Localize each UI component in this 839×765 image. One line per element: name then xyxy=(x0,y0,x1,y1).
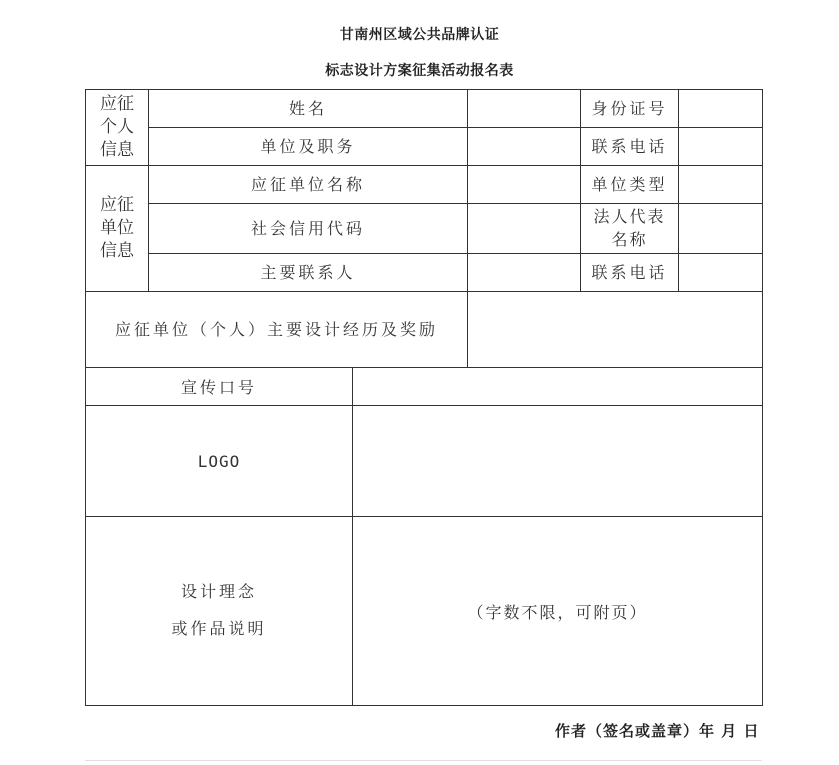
group-label-line: 应征 xyxy=(100,195,134,216)
concept-label-line: 或作品说明 xyxy=(171,619,267,638)
row-employer xyxy=(86,128,763,166)
row-experience xyxy=(86,292,763,368)
signature-date-line: 作者（签名或盖章）年 月 日 xyxy=(555,722,760,740)
bottom-divider xyxy=(85,760,762,761)
org-name-field[interactable] xyxy=(468,166,581,204)
design-experience-field[interactable] xyxy=(468,292,763,368)
row-slogan xyxy=(86,368,763,406)
slogan-field[interactable] xyxy=(353,368,763,406)
design-concept-label xyxy=(86,517,353,706)
credit-code-label: 社会信用代码 xyxy=(149,204,468,254)
individual-phone-label: 联系电话 xyxy=(581,128,679,166)
row-name xyxy=(86,90,763,128)
org-phone-field[interactable] xyxy=(679,254,763,292)
main-contact-label: 主要联系人 xyxy=(149,254,468,292)
group-label-line: 应征 xyxy=(100,94,134,115)
id-number-field[interactable] xyxy=(679,90,763,128)
group-label-line: 单位 xyxy=(100,218,134,239)
individual-phone-field[interactable] xyxy=(679,128,763,166)
org-phone-label: 联系电话 xyxy=(581,254,679,292)
row-concept xyxy=(86,517,763,706)
row-contact xyxy=(86,254,763,292)
logo-label: LOGO xyxy=(86,406,353,517)
individual-info-group-label xyxy=(86,90,149,166)
row-org-name xyxy=(86,166,763,204)
group-label-line: 信息 xyxy=(100,139,134,160)
name-label: 姓名 xyxy=(149,90,468,128)
org-type-field[interactable] xyxy=(679,166,763,204)
concept-label-line: 设计理念 xyxy=(180,582,257,602)
organization-info-group-label xyxy=(86,166,149,292)
slogan-label: 宣传口号 xyxy=(86,368,353,406)
word-limit-note: （字数不限，可附页） xyxy=(467,602,648,622)
main-contact-field[interactable] xyxy=(468,254,581,292)
group-label-line: 信息 xyxy=(100,240,134,261)
org-type-label: 单位类型 xyxy=(581,166,679,204)
logo-field[interactable] xyxy=(353,406,763,517)
design-section-table xyxy=(85,367,763,706)
row-logo xyxy=(86,406,763,517)
name-field[interactable] xyxy=(468,90,581,128)
legal-representative-label xyxy=(581,204,679,254)
form-subtitle: 标志设计方案征集活动报名表 xyxy=(325,63,514,79)
employer-position-label: 单位及职务 xyxy=(149,128,468,166)
design-concept-field[interactable] xyxy=(353,517,763,706)
employer-position-field[interactable] xyxy=(468,128,581,166)
id-number-label: 身份证号 xyxy=(581,90,679,128)
legal-rep-label-line: 法人代表 xyxy=(593,207,666,227)
legal-representative-field[interactable] xyxy=(679,204,763,254)
group-label-line: 个人 xyxy=(100,117,134,138)
org-name-label: 应征单位名称 xyxy=(149,166,468,204)
row-credit-code xyxy=(86,204,763,254)
credit-code-field[interactable] xyxy=(468,204,581,254)
design-experience-label: 应征单位（个人）主要设计经历及奖励 xyxy=(86,292,468,368)
registration-form-table xyxy=(85,89,763,368)
legal-rep-label-line: 名称 xyxy=(611,229,648,249)
form-title: 甘南州区域公共品牌认证 xyxy=(339,27,500,43)
